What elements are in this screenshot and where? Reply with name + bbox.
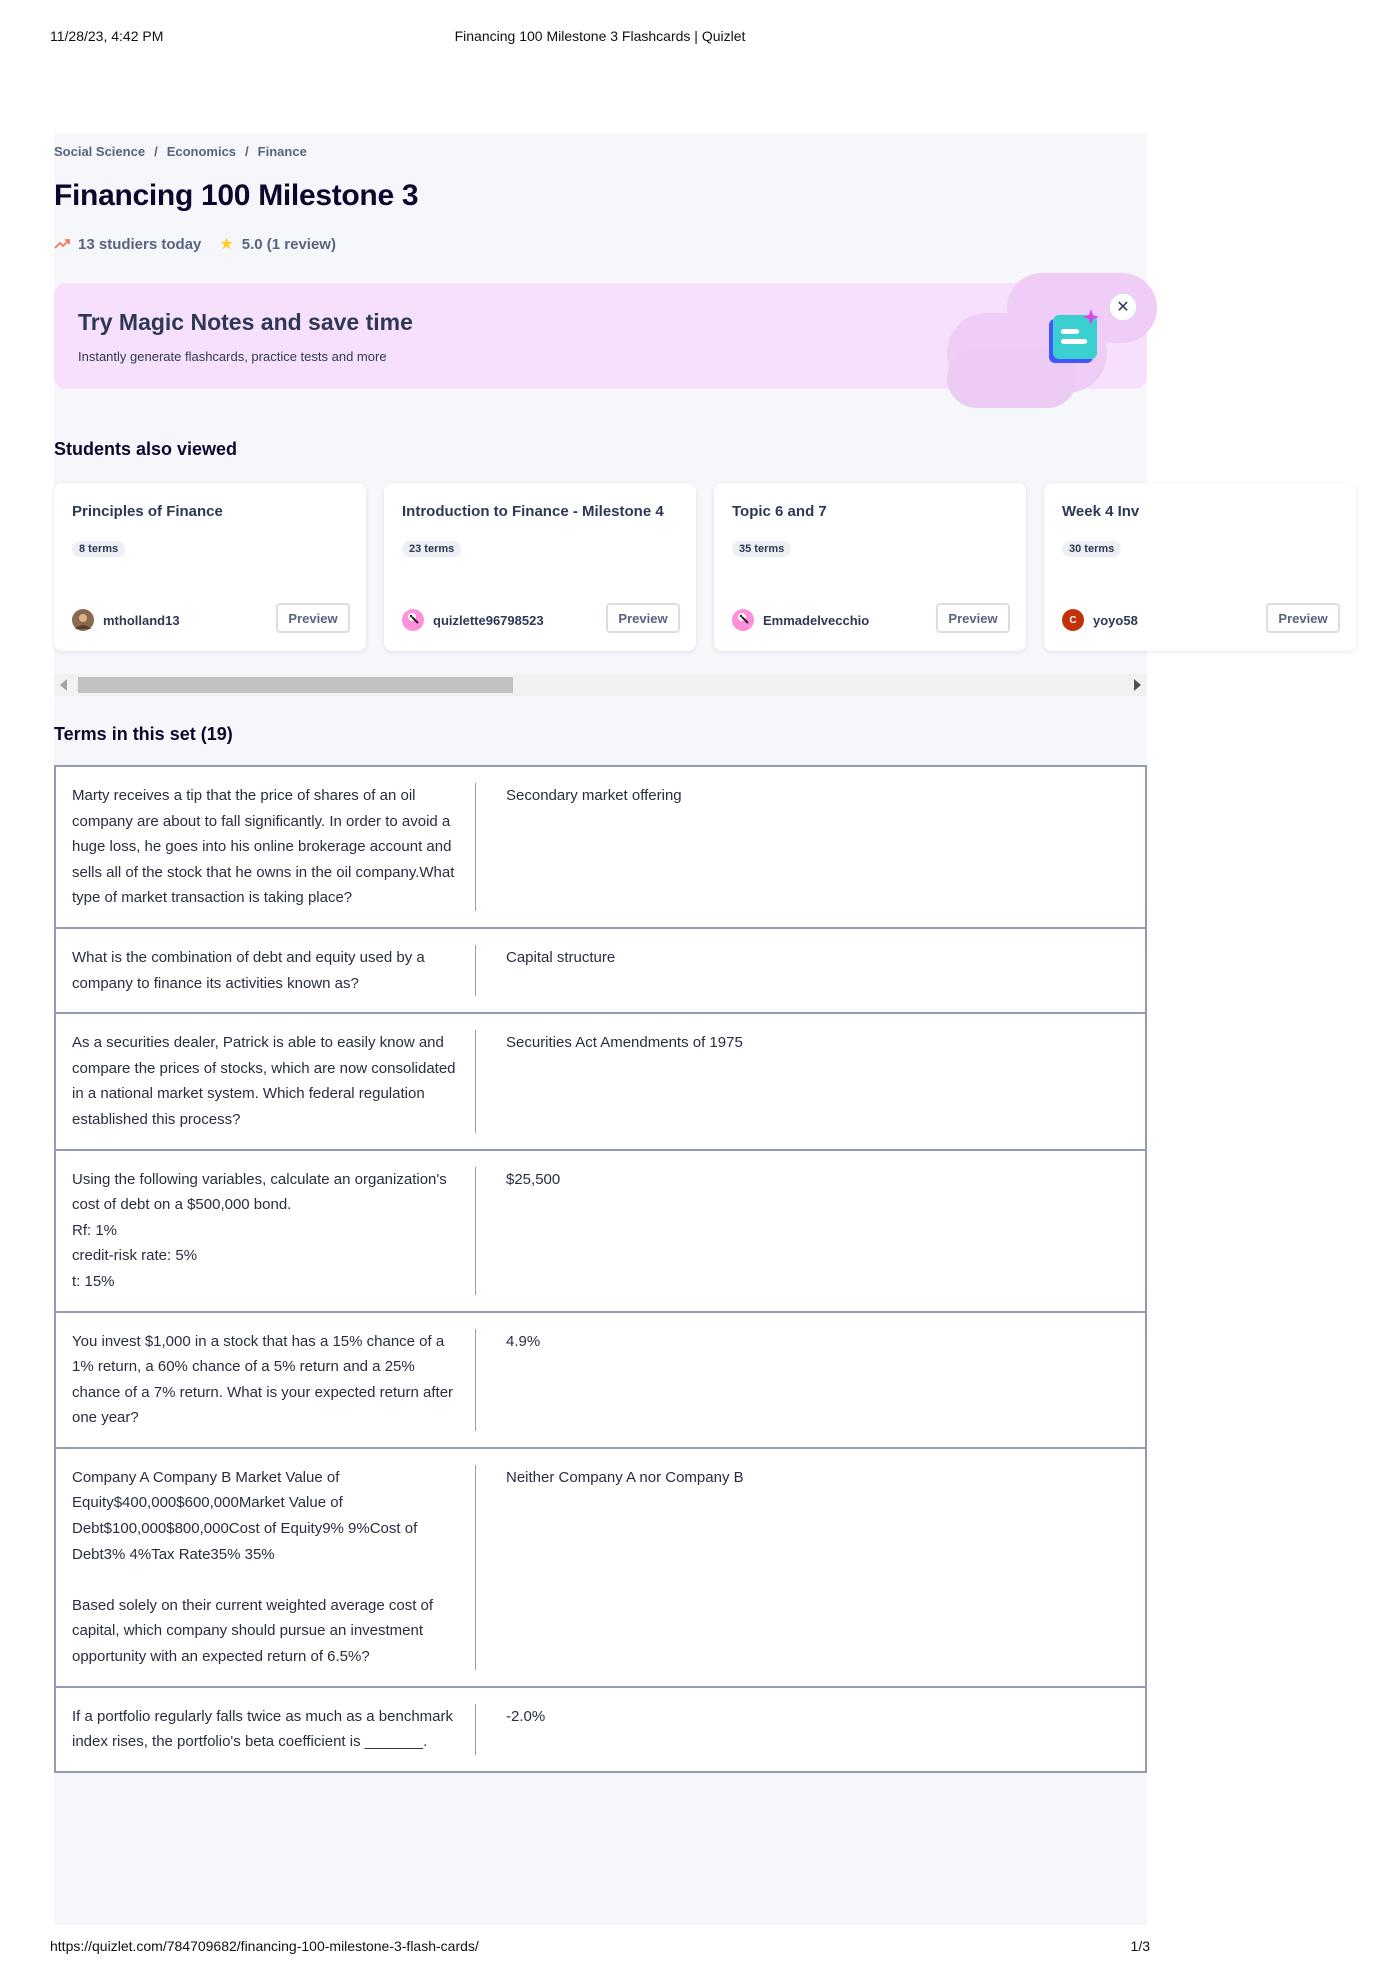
scroll-left-arrow-icon[interactable] xyxy=(60,679,67,691)
scroll-right-arrow-icon[interactable] xyxy=(1134,679,1141,691)
breadcrumb-separator: / xyxy=(154,144,158,159)
term-question: Company A Company B Market Value of Equity$400,000$600,000Market Value of Debt$100,000$800,000Cost of Equity9% 9%Cost of Debt3% 4%Tax Rate35% 35% Based solely on their current weighted average cost of capital, which company should pursue an investment opportunity with an expected return of 6.5%? xyxy=(56,1465,476,1670)
term-answer: Secondary market offering xyxy=(506,787,682,804)
study-set-card[interactable] xyxy=(1044,483,1356,651)
print-url: https://quizlet.com/784709682/financing-100-milestone-3-flash-cards/ xyxy=(50,1938,479,1954)
term-question: Marty receives a tip that the price of shares of an oil company are about to fall significantly. In order to avoid a huge loss, he goes into his online brokerage account and sells all of the stock that he owns in the oil company.What type of market transaction is taking place? xyxy=(56,783,476,911)
term-row xyxy=(56,1311,1145,1447)
study-set-card[interactable] xyxy=(54,483,366,651)
term-row xyxy=(56,1149,1145,1311)
set-stats xyxy=(54,234,336,254)
term-row xyxy=(56,1686,1145,1771)
preview-button[interactable]: Preview xyxy=(936,603,1010,633)
students-also-viewed-carousel xyxy=(54,483,1328,658)
term-question: Using the following variables, calculate an organization's cost of debt on a $500,000 bond. Rf: 1% credit-risk rate: 5% t: 15% xyxy=(56,1167,476,1295)
study-set-card[interactable] xyxy=(714,483,1026,651)
studiers-count: 13 studiers today xyxy=(78,235,202,253)
breadcrumb-separator: / xyxy=(245,144,249,159)
avatar-letter: C xyxy=(1069,614,1077,626)
preview-button[interactable]: Preview xyxy=(276,603,350,633)
term-question: What is the combination of debt and equity used by a company to finance its activities known as? xyxy=(56,945,476,996)
preview-button[interactable]: Preview xyxy=(606,603,680,633)
trending-up-icon xyxy=(54,238,70,250)
card-terms-badge: 23 terms xyxy=(402,541,461,557)
term-question: If a portfolio regularly falls twice as much as a benchmark index rises, the portfolio's beta coefficient is _______. xyxy=(56,1704,476,1755)
study-set-card[interactable] xyxy=(384,483,696,651)
term-answer: Neither Company A nor Company B xyxy=(506,1468,744,1486)
terms-heading: Terms in this set (19) xyxy=(54,724,233,744)
term-answer: -2.0% xyxy=(506,1707,546,1725)
card-terms-badge: 35 terms xyxy=(732,541,791,557)
print-header xyxy=(50,28,1150,48)
flamingo-avatar xyxy=(732,609,754,631)
magic-notes-title: Try Magic Notes and save time xyxy=(78,309,413,335)
close-icon[interactable]: ✕ xyxy=(1109,293,1137,321)
card-username[interactable]: Emmadelvecchio xyxy=(763,613,870,628)
card-title: Introduction to Finance - Milestone 4 xyxy=(402,503,664,520)
term-answer: $25,500 xyxy=(506,1170,561,1188)
print-page-title: Financing 100 Milestone 3 Flashcards | Quizlet xyxy=(454,28,746,44)
avatar xyxy=(1062,609,1084,631)
magic-notes-banner[interactable] xyxy=(54,283,1147,389)
preview-button[interactable]: Preview xyxy=(1266,603,1340,633)
term-question: You invest $1,000 in a stock that has a 15% chance of a 1% return, a 60% chance of a 5% return and a 25% chance of a 7% return. What is your expected return after one year? xyxy=(56,1329,476,1431)
breadcrumb xyxy=(54,144,307,159)
term-row xyxy=(56,927,1145,1012)
rating-text: 5.0 (1 review) xyxy=(241,235,336,253)
card-title: Week 4 Inv xyxy=(1062,503,1140,520)
term-answer: Securities Act Amendments of 1975 xyxy=(506,1034,743,1052)
breadcrumb-social-science[interactable]: Social Science xyxy=(54,144,146,159)
breadcrumb-finance[interactable]: Finance xyxy=(257,144,307,159)
star-icon: ★ xyxy=(219,236,234,253)
students-also-viewed-heading: Students also viewed xyxy=(54,439,238,459)
flamingo-avatar xyxy=(402,609,424,631)
card-username[interactable]: quizlette96798523 xyxy=(433,613,544,628)
term-row xyxy=(56,1447,1145,1686)
breadcrumb-economics[interactable]: Economics xyxy=(166,144,237,159)
horizontal-scrollbar[interactable] xyxy=(54,674,1147,696)
card-terms-badge: 8 terms xyxy=(72,541,125,557)
page-title: Financing 100 Milestone 3 xyxy=(54,179,419,212)
rating[interactable] xyxy=(219,234,336,254)
avatar xyxy=(72,609,94,631)
term-row xyxy=(56,767,1145,927)
card-username[interactable]: yoyo58 xyxy=(1093,613,1138,628)
card-title: Topic 6 and 7 xyxy=(732,503,827,520)
magic-notes-icon xyxy=(1047,309,1099,365)
card-username[interactable]: mtholland13 xyxy=(103,613,180,628)
card-title: Principles of Finance xyxy=(72,503,223,520)
quizlet-page xyxy=(54,133,1328,1925)
scrollbar-thumb[interactable] xyxy=(78,677,513,693)
term-row xyxy=(56,1012,1145,1148)
print-datetime: 11/28/23, 4:42 PM xyxy=(50,28,164,44)
card-terms-badge: 30 terms xyxy=(1062,541,1121,557)
cards-row xyxy=(54,483,1374,651)
term-answer: 4.9% xyxy=(506,1332,541,1350)
term-question: As a securities dealer, Patrick is able to easily know and compare the prices of stocks, which are now consolidated in a national market system. Which federal regulation established this process? xyxy=(56,1030,476,1132)
magic-notes-subtitle: Instantly generate flashcards, practice tests and more xyxy=(78,349,387,364)
terms-table xyxy=(54,765,1147,1773)
term-answer: Capital structure xyxy=(506,948,616,966)
print-footer xyxy=(50,1938,1150,1958)
print-page-number: 1/3 xyxy=(1130,1938,1150,1954)
